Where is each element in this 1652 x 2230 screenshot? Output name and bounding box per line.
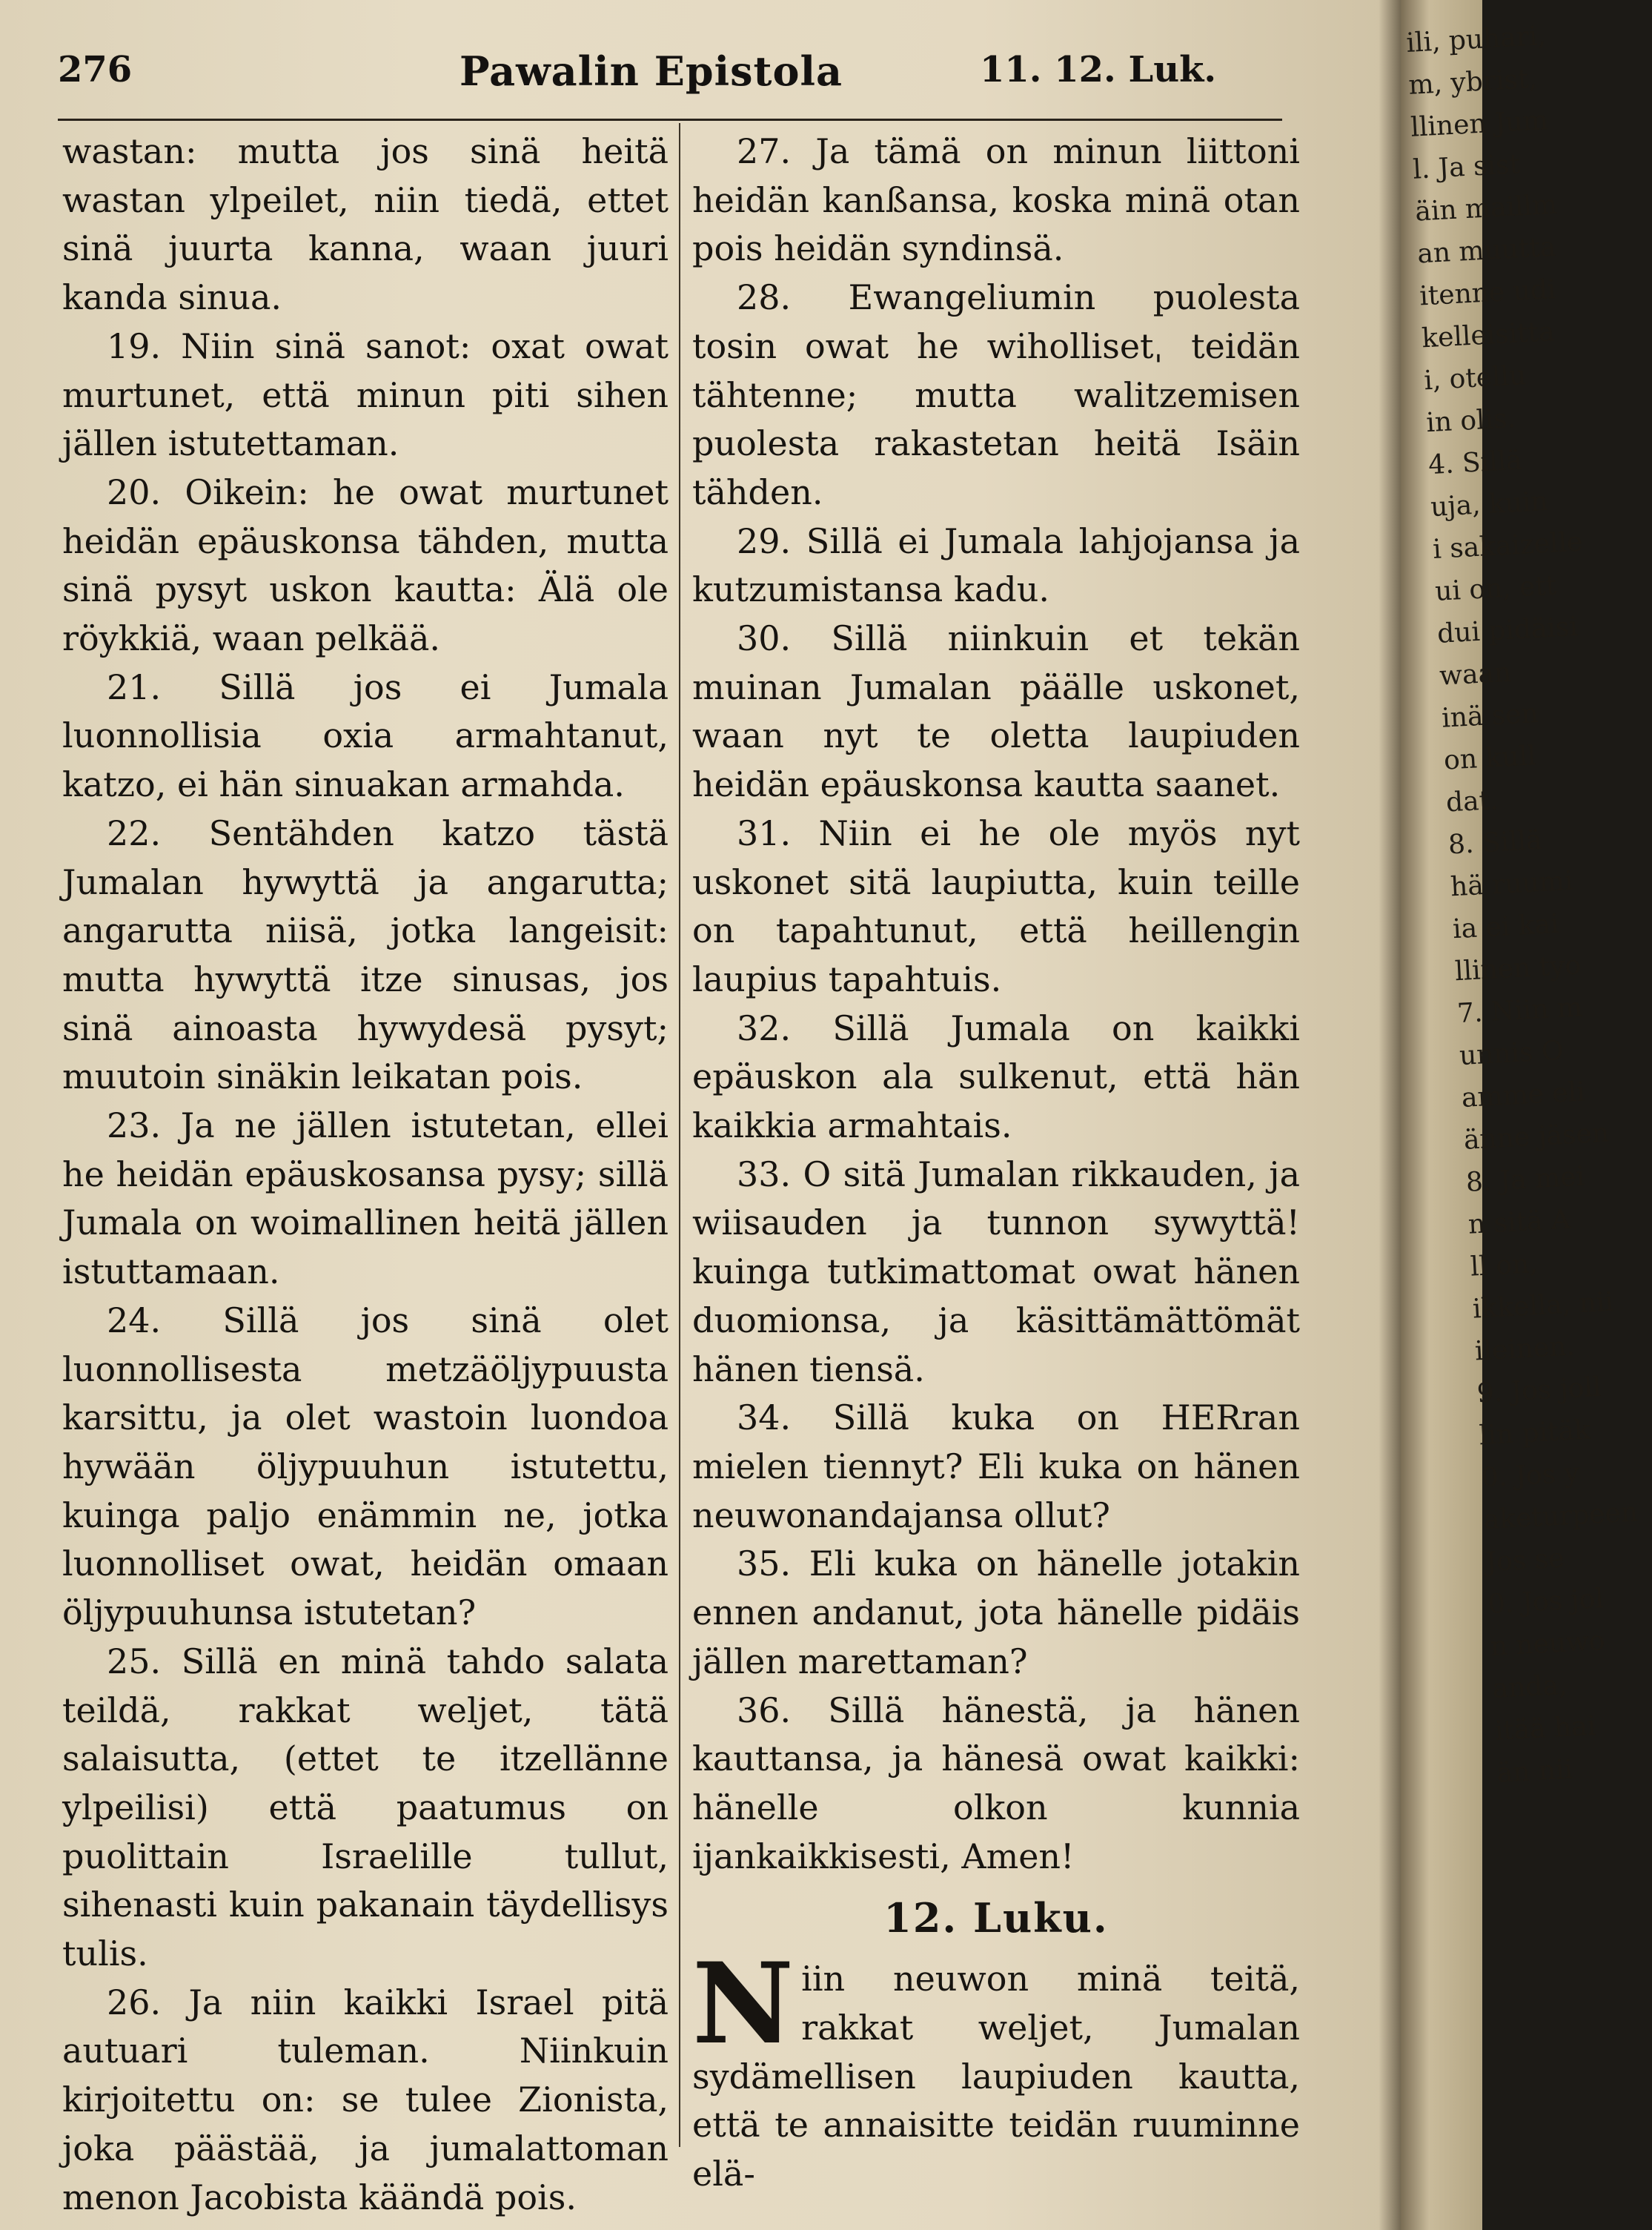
adjacent-page-line: n neuwo xyxy=(1489,1625,1606,1662)
verse-36: 36. Sillä hänestä, ja hänen kauttansa, ja hänesä owat kaikki: hänelle olkon kunnia ijankaikkisesti, Amen! xyxy=(692,1690,1300,1876)
adjacent-page-line: 7. Niin m xyxy=(1456,992,1584,1030)
adjacent-page-line: ui on, ett xyxy=(1434,570,1558,607)
adjacent-page-line: 8. Sillä xyxy=(1447,824,1543,861)
adjacent-page-line: 0. Jos jol xyxy=(1487,1583,1605,1621)
verse-continuation: wastan: mutta jos sinä heitä wastan ylpeilet, niin tiedä, ettet sinä juurta kanna, waan juuri kanda sinua. xyxy=(62,131,669,318)
adjacent-page-line: ili, puhari, xyxy=(1405,21,1547,59)
left-column xyxy=(62,128,669,2222)
adjacent-page-line: hä ruumi xyxy=(1450,865,1574,903)
verse-20: 20. Oikein: he owat murtunet heidän epäuskonsa tähden, mutta sinä pysyt uskon kautta: Älä ole röykkiä, waan pelkää. xyxy=(62,472,669,659)
adjacent-page-line: in olis. xyxy=(1425,403,1517,439)
adjacent-page-line: uja, kuin xyxy=(1430,486,1549,523)
adjacent-page-line: itää hai xyxy=(1493,1710,1597,1747)
adjacent-page-line: anda, xyxy=(1491,1670,1568,1704)
chapter-heading: 12. Luku. xyxy=(883,1894,1109,1942)
verse-27: 27. Ja tämä on minun liittoni heidän kanßansa, koska minä otan pois heidän syndinsä. xyxy=(692,131,1300,269)
adjacent-page-line: äin maillm xyxy=(1414,189,1559,228)
adjacent-page-line: dui pidäisi xyxy=(1436,611,1579,649)
binding-gutter xyxy=(1379,0,1401,2230)
verse-34: 34. Sillä kuka on HERran mielen tiennyt? Eli kuka on hänen neuwonandajansa ollut? xyxy=(692,1397,1300,1535)
right-column xyxy=(692,128,1300,2199)
verse-25: 25. Sillä en minä tahdo salata teildä, rakkat weljet, tätä salaisutta, (ettet te itzellänne ylpeilisi) että paatumus on puolittain Israelille tullut, sihenasti kuin pakanain täydellisys tulis. xyxy=(62,1641,669,1974)
adjacent-page-line: m, ybrist, xyxy=(1407,63,1538,101)
adjacent-page-line: amme eli xyxy=(1460,1076,1586,1114)
header-rule xyxy=(58,119,1282,121)
verse-29: 29. Sillä ei Jumala lahjojansa ja kutzumistansa kadu. xyxy=(692,520,1300,610)
verse-24: 24. Sillä jos sinä olet luonnollisesta metzäöljypuusta karsittu, ja olet wastoin luondoa hywään öljypuuhun istutettu, kuinga paljo enämmin ne, jotka luonnolliset owat, heidän omaan öljypuuhunsa istutetan? xyxy=(62,1300,669,1633)
adjacent-page-line: llinen tyo xyxy=(1454,950,1582,987)
adjacent-page-line: dat. xyxy=(1445,784,1499,818)
adjacent-page-edge xyxy=(1401,0,1639,2230)
verse-21: 21. Sillä jos ei Jumala luonnollisia oxia armahtanut, katzo, ei hän sinuakan armahda. xyxy=(62,666,669,805)
adjacent-page-line: ll on, xyxy=(1469,1248,1539,1283)
adjacent-page-line: l. Ja sist xyxy=(1412,149,1521,185)
adjacent-page-line: 4. Sillä xyxy=(1427,445,1523,481)
adjacent-page-line: waan xyxy=(1439,657,1513,692)
verse-31: 31. Niin ei he ole myös nyt uskonet sitä laupiutta, kuin teille on tapahtunut, että heillengin laupius tapahtuis. xyxy=(692,813,1300,999)
running-title: Pawalin Epistola xyxy=(460,47,843,95)
drop-cap: N xyxy=(692,1939,795,2070)
adjacent-page-text xyxy=(1405,19,1639,1795)
adjacent-page-line: unnis O xyxy=(1459,1035,1565,1072)
adjacent-page-line: i sakaizelle xyxy=(1432,526,1584,565)
chapter-opening xyxy=(692,1939,1300,2199)
adjacent-page-line: an muutta xyxy=(1416,231,1557,270)
adjacent-page-line: 8. Ja mei xyxy=(1464,1161,1585,1198)
page-number: 276 xyxy=(58,49,133,90)
column-divider xyxy=(679,123,680,2147)
verse-28: 28. Ewangeliumin puolesta tosin owat he wihollisetˌ teidän tähtenne; mutta walitzemisen puolesta rakastetan heitä Isäin tähden. xyxy=(692,277,1300,512)
verse-32: 32. Sillä Jumala on kaikki epäuskon ala sulkenut, että hän kaikkia armahtais. xyxy=(692,1008,1300,1146)
adjacent-page-line: on kull xyxy=(1443,741,1537,776)
verse-33: 33. O sitä Jumalan rikkauden, ja wiisauden ja tunnon sywyttä! kuinga tutkimattomat owat hänen duomionsa, ja käsittämättömät hänen tiensä. xyxy=(692,1154,1300,1389)
adjacent-page-line: itenne udi xyxy=(1419,274,1557,312)
adjacent-page-line: llinen Jum xyxy=(1410,105,1549,143)
adjacent-page-line: n sitä A xyxy=(1467,1204,1571,1240)
adjacent-page-line: 0. Jos y xyxy=(1480,1458,1580,1494)
chapter-reference: 11. 12. Luk. xyxy=(980,49,1217,90)
adjacent-page-line: i, otellu xyxy=(1423,360,1527,397)
verse-23: 23. Ja ne jällen istutetan, ellei he heidän epäuskosansa pysy; sillä Jumala on woimallinen heitä jällen istuttamaan. xyxy=(62,1105,669,1292)
adjacent-page-line: kelleisitta xyxy=(1421,317,1556,354)
adjacent-page-line: lin pitäk xyxy=(1478,1415,1591,1452)
verse-30: 30. Sillä niinkuin et tekän muinan Jumalan päälle uskonet, waan nyt te oletta laupiuden heidän epäuskonsa kautta saanet. xyxy=(692,618,1300,805)
chapter-opening-text: iin neuwon minä teitä, rakkat weljet, Jumalan sydämellisen laupiuden kautta, että te annaisitte teidän ruuminne elä- xyxy=(692,1959,1300,2194)
verse-19: 19. Niin sinä sanot: oxat owat murtunet, että minun piti sihen jällen istutettaman. xyxy=(62,325,669,464)
adjacent-page-line: 9. Jos joll xyxy=(1476,1372,1602,1409)
adjacent-page-line: ikkella, nii xyxy=(1471,1286,1614,1325)
verse-35: 35. Eli kuka on hänelle jotakin ennen andanut, jota hänelle pidäis jällen marettaman? xyxy=(692,1544,1300,1681)
adjacent-page-line: ia ei kai xyxy=(1452,908,1560,945)
adjacent-page-line: änne jäsen xyxy=(1462,1117,1610,1156)
verse-22: 22. Sentähden katzo tästä Jumalan hywyttä ja angarutta; angarutta niisä, jotka langeisit: mutta hywyttä itze sinusas, jos sinä ainoasta hywydesä pysyt; muutoin sinäkin leikatan pois. xyxy=(62,813,669,1097)
running-header xyxy=(58,49,1281,101)
adjacent-page-line: inä sen xyxy=(1441,698,1539,734)
adjacent-page-line: än nii xyxy=(1496,1754,1574,1789)
verse-26: 26. Ja niin kaikki Israel pitä autuari tuleman. Niinkuin kirjoitettu on: se tulee Zionista, joka päästää, ja jumalattoman menon Jacobista käändä pois. xyxy=(62,1982,669,2217)
adjacent-page-line: Jos se xyxy=(1485,1543,1565,1578)
adjacent-page-line: ileinen. xyxy=(1473,1331,1576,1367)
adjacent-page-line: aketurpeen xyxy=(1482,1497,1639,1536)
